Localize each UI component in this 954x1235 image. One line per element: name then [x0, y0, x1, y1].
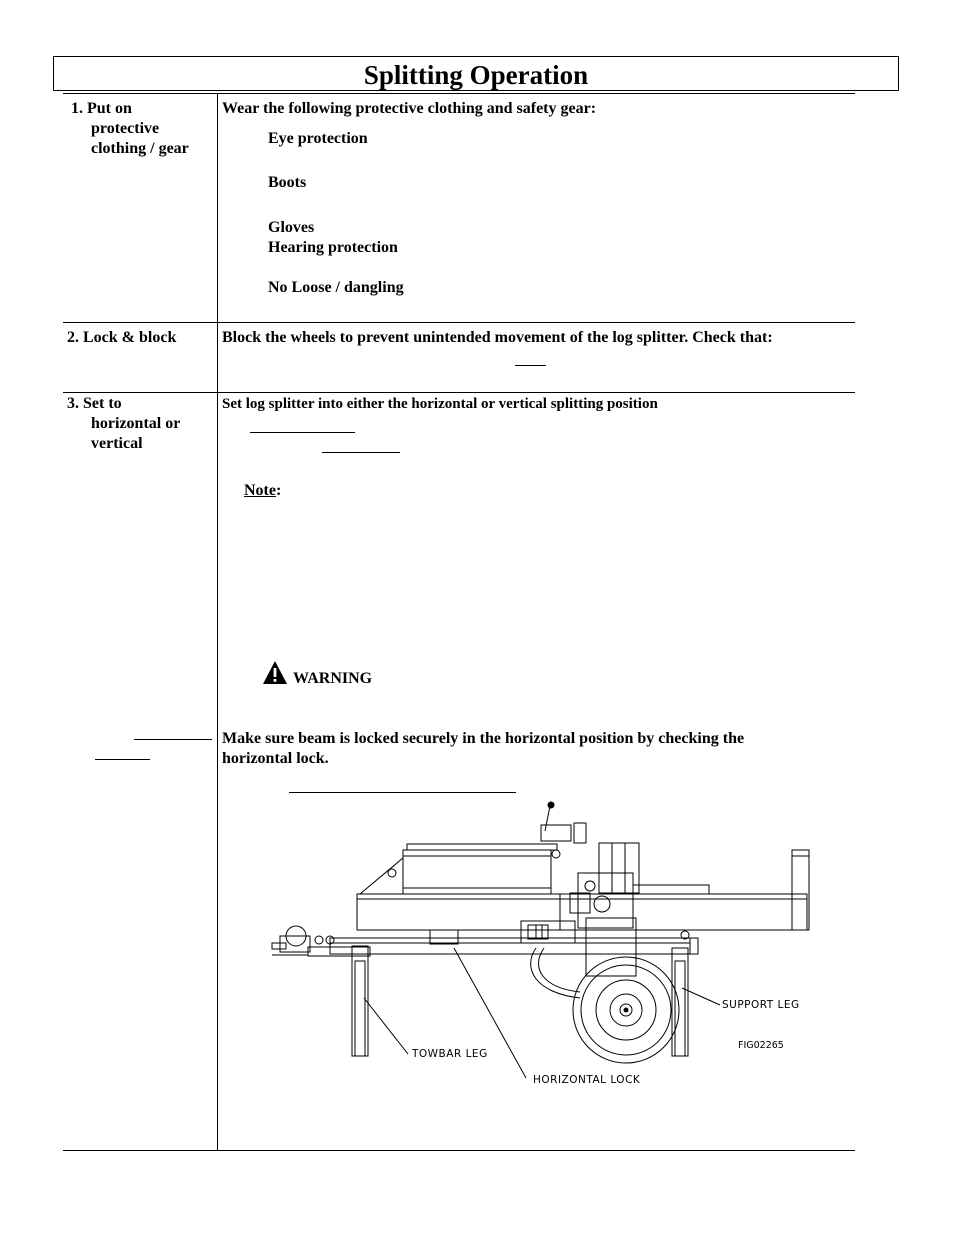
- log-splitter-diagram: [260, 798, 840, 1098]
- note-colon: :: [275, 482, 282, 499]
- underline-fragment: [250, 432, 355, 433]
- underline-fragment: [322, 452, 400, 453]
- table-bottom-rule: [63, 1150, 855, 1151]
- step-3-heading: Set log splitter into either the horizontal or vertical splitting position: [222, 396, 658, 412]
- horizontal-lock-label: HORIZONTAL LOCK: [533, 1074, 641, 1086]
- step-1-label-line-3: clothing / gear: [91, 140, 189, 157]
- step-1-label-line-2: protective: [91, 120, 160, 137]
- note-label-text: Note: [244, 482, 276, 499]
- gear-item-eye-protection: Eye protection: [268, 130, 368, 147]
- support-leg-label: SUPPORT LEG: [722, 999, 800, 1011]
- lock-instruction-line-2: horizontal lock.: [222, 750, 329, 767]
- underline-fragment: [95, 759, 150, 760]
- underline-fragment: [289, 792, 516, 793]
- warning-icon: [262, 660, 288, 685]
- step-3-label-line-2: horizontal or: [91, 415, 181, 432]
- underline-fragment: [515, 365, 546, 366]
- step-2-heading: Block the wheels to prevent unintended movement of the log splitter. Check that:: [222, 329, 773, 346]
- note-label: [244, 481, 281, 501]
- page-title: Splitting Operation: [363, 60, 589, 90]
- gear-item-gloves: Gloves: [268, 219, 315, 236]
- step-3-label-line-3: vertical: [91, 435, 143, 452]
- lock-instruction-line-1: Make sure beam is locked securely in the horizontal position by checking the: [222, 730, 745, 747]
- underline-fragment: [134, 739, 212, 740]
- warning-label: WARNING: [293, 670, 373, 687]
- gear-item-hearing-protection: Hearing protection: [268, 239, 398, 256]
- step-1-label-line-1: 1. Put on: [71, 100, 132, 117]
- figure-id-label: FIG02265: [738, 1040, 784, 1051]
- row-divider-1: [63, 322, 855, 323]
- table-top-rule: [63, 93, 855, 94]
- column-divider: [217, 93, 218, 1150]
- row-divider-2: [63, 392, 855, 393]
- step-3-label-line-1: 3. Set to: [67, 395, 122, 412]
- gear-item-no-loose-dangling: No Loose / dangling: [268, 279, 404, 296]
- gear-item-boots: Boots: [268, 174, 307, 191]
- towbar-leg-label: TOWBAR LEG: [412, 1048, 488, 1060]
- step-2-label: 2. Lock & block: [67, 329, 177, 346]
- step-1-heading: Wear the following protective clothing and safety gear:: [222, 100, 597, 117]
